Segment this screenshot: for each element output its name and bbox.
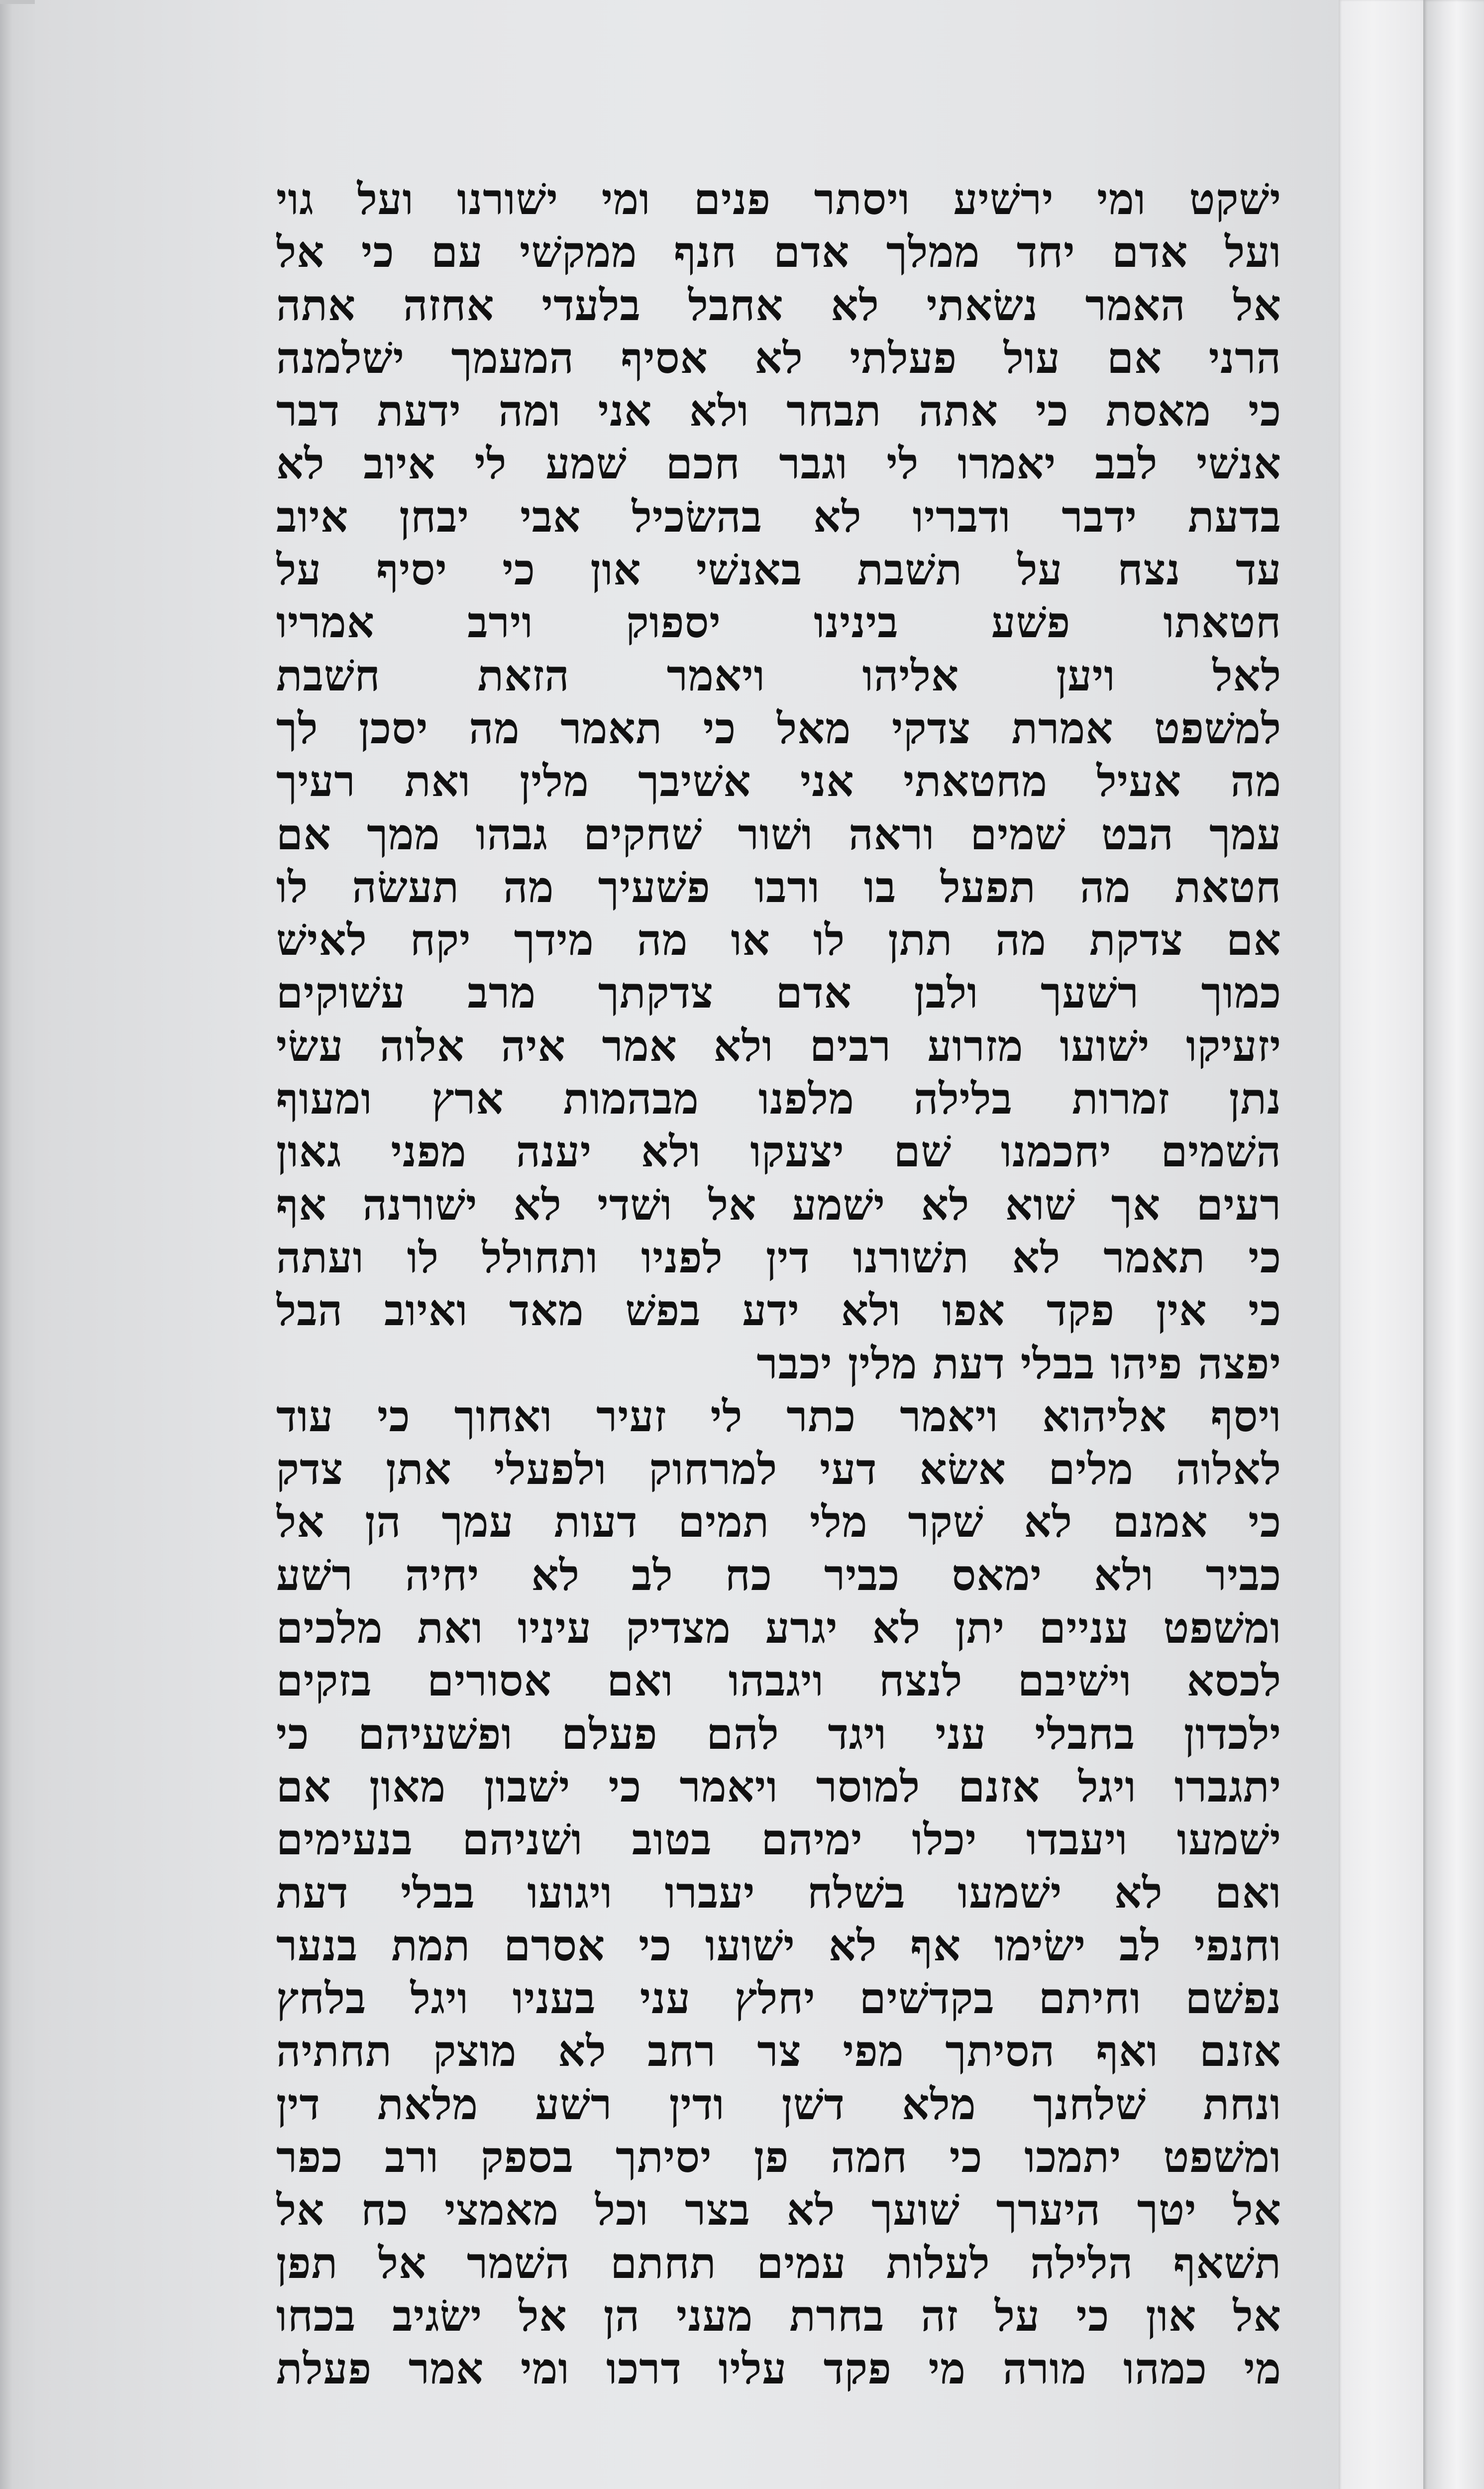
text-line: ומשׁפט עניים יתן לא יגרע מצדיק עיניו ואת מלכים xyxy=(276,1603,1281,1654)
text-line: ילכדון בחבלי עני ויגד להם פעלם ופשׁעיהם כי xyxy=(276,1708,1281,1759)
text-line: יפצה פיהו בבלי דעת מלין יכבר xyxy=(756,1338,1281,1389)
text-line: כי מאסת כי אתה תבחר ולא אני ומה ידעת דבר xyxy=(276,386,1281,437)
text-line: רעים אך שׁוא לא ישׁמע אל ושׁדי לא ישׁורנה אף xyxy=(276,1179,1281,1230)
text-line: השׁמים יחכמנו שׁם יצעקו ולא יענה מפני גאון xyxy=(276,1127,1281,1177)
text-line: חטאתו פשׁע בינינו יספוק וירב אמריו xyxy=(276,597,1281,648)
text-line: כמוך רשׁעך ולבן אדם צדקתך מרב עשׁוקים xyxy=(276,968,1281,1018)
text-line: אל יטך היערך שׁועך לא בצר וכל מאמצי כח אל xyxy=(276,2185,1281,2236)
text-line: ועל אדם יחד ממלך אדם חנף ממקשׁי עם כי אל xyxy=(276,227,1281,278)
text-line: כי אמנם לא שׁקר מלי תמים דעות עמך הן אל xyxy=(276,1497,1281,1548)
text-line: ואם לא ישׁמעו בשׁלח יעברו ויגועו בבלי דעת xyxy=(276,1867,1281,1918)
text-line: לאל ויען אליהו ויאמר הזאת חשׁבת xyxy=(276,650,1281,701)
text-line: יתגברו ויגל אזנם למוסר ויאמר כי ישׁבון מאון אם xyxy=(276,1761,1281,1812)
text-line: לאלוה מלים אשׂא דעי למרחוק ולפעלי אתן צדק xyxy=(276,1444,1281,1495)
text-line: לכסא וישׁיבם לנצח ויגבהו ואם אסורים בזקים xyxy=(276,1656,1281,1706)
text-line: יזעיקו ישׁועו מזרוע רבים ולא אמר איה אלוה עשׂי xyxy=(276,1020,1281,1071)
text-line: וחנפי לב ישׂימו אף לא ישׁועו כי אסרם תמת בנער xyxy=(276,1920,1281,1971)
text-line: עמך הבט שׁמים וראה ושׁור שׁחקים גבהו ממך אם xyxy=(276,809,1281,860)
text-line: ויסף אליהוא ויאמר כתר לי זעיר ואחוך כי עוד xyxy=(276,1391,1281,1442)
text-line: נפשׁם וחיתם בקדשׁים יחלץ עני בעניו ויגל בלחץ xyxy=(276,1973,1281,2024)
text-line: אנשׁי לבב יאמרו לי וגבר חכם שׁמע לי איוב לא xyxy=(276,439,1281,489)
scroll-roller xyxy=(1423,0,1484,2489)
text-line: מה אעיל מחטאתי אני אשׁיבך מלין ואת רעיך xyxy=(276,756,1281,807)
text-line: עד נצח על תשׁבת באנשׁי און כי יסיף על xyxy=(276,545,1281,595)
text-line: אל האמר נשׂאתי לא אחבל בלעדי אחזה אתה xyxy=(276,280,1281,331)
text-line: ישׁמעו ויעבדו יכלו ימיהם בטוב ושׁניהם בנעימים xyxy=(276,1814,1281,1865)
text-line: אם צדקת מה תתן לו או מה מידך יקח לאישׁ xyxy=(276,915,1281,966)
text-line: נתן זמרות בלילה מלפנו מבהמות ארץ ומעוף xyxy=(276,1074,1281,1125)
text-line: אזנם ואף הסיתך מפי צר רחב לא מוצק תחתיה xyxy=(276,2026,1281,2077)
text-line: בדעת ידבר ודבריו לא בהשׂכיל אבי יבחן איוב xyxy=(276,491,1281,542)
text-line: למשׁפט אמרת צדקי מאל כי תאמר מה יסכן לך xyxy=(276,703,1281,754)
text-line: ומשׁפט יתמכו כי חמה פן יסיתך בספק ורב כפר xyxy=(276,2132,1281,2182)
text-line: כי תאמר לא תשׁורנו דין לפניו ותחולל לו ועתה xyxy=(276,1232,1281,1283)
text-line: תשׁאף הלילה לעלות עמים תחתם השׁמר אל תפן xyxy=(276,2238,1281,2288)
text-column xyxy=(276,173,1281,2395)
text-line: חטאת מה תפעל בו ורבו פשׁעיך מה תעשׂה לו xyxy=(276,862,1281,912)
text-line: אל און כי על זה בחרת מעני הן אל ישׂגיב בכחו xyxy=(276,2290,1281,2341)
text-line: מי כמהו מורה מי פקד עליו דרכו ומי אמר פעלת xyxy=(276,2344,1281,2394)
text-line: כביר ולא ימאס כביר כח לב לא יחיה רשׁע xyxy=(276,1550,1281,1600)
text-line: כי אין פקד אפו ולא ידע בפשׁ מאד ואיוב הבל xyxy=(276,1285,1281,1336)
text-line: ישׁקט ומי ירשׁיע ויסתר פנים ומי ישׁורנו ועל גוי xyxy=(276,174,1281,225)
sheet-edge xyxy=(1339,0,1423,2489)
text-line: הרני אם עול פעלתי לא אסיף המעמך ישׁלמנה xyxy=(276,333,1281,383)
text-line: ונחת שׁלחנך מלא דשׁן ודין רשׁע מלאת דין xyxy=(276,2079,1281,2130)
